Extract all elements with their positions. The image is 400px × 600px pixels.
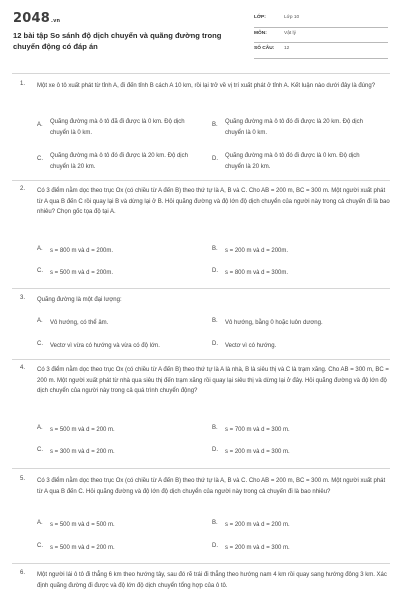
meta-table — [254, 12, 388, 59]
divider — [12, 180, 390, 181]
option-text: s = 300 m và d = 200 m. — [50, 449, 115, 455]
question-text: Có 3 điểm nằm dọc theo trục Ox (có chiều từ A đến B) theo thứ tự là A, B và C. Cho AB = 200 m, BC = 300 m. Một người xuất phát từ A qua B đến C. Hỏi quãng đường và độ lớn độ dịch chuyển của người này trong cả chuyến đi là bao nhiêu? — [37, 478, 386, 495]
option-text: s = 500 m và d = 200m. — [50, 270, 114, 276]
option-letter: B. — [212, 122, 218, 128]
option-text: Quãng đường mà ô tô đó đi được là 20 km. Độ dịch chuyển là 20 km. — [50, 153, 188, 170]
question-text: Có 3 điểm nằm dọc theo trục Ox (có chiều từ A đến B) theo thứ tự là A là nhà, B là siêu thị và C là trạm xăng. Cho AB = 300 m, BC = 200 m. Một người xuất phát từ nhà qua siêu thị đến trạm xăng rồi quay lại siêu thị và dừng lại ở đây. Hỏi quãng đường và độ lớn độ dịch chuyển của người này trong cả quá trình chuyển động? — [37, 367, 389, 395]
option-text: Vô hướng, bằng 0 hoặc luôn dương. — [225, 320, 323, 326]
option-text: Quãng đường mà ô tô đó đi được là 20 km. Độ dịch chuyển là 0 km. — [225, 119, 363, 136]
question-number: 4. — [20, 365, 26, 371]
option-text: s = 200 m và d = 200 m. — [225, 522, 290, 528]
meta-value: Vật lý — [284, 30, 296, 36]
meta-value: 12 — [284, 46, 290, 51]
option-letter: A. — [37, 122, 43, 128]
option-letter: C. — [37, 156, 43, 162]
meta-row-subject — [254, 28, 388, 44]
option-text: s = 800 m và d = 300m. — [225, 270, 289, 276]
option-letter: B. — [212, 520, 218, 526]
option-text: Quãng đường mà ô tô đó đi được là 0 km. Độ dịch chuyển là 20 km. — [225, 153, 360, 170]
option-text: Vô hướng, có thể âm. — [50, 320, 109, 326]
option-letter: B. — [212, 318, 218, 324]
divider — [12, 73, 390, 74]
meta-label: LỚP: — [254, 15, 266, 20]
option-letter: D. — [212, 268, 218, 274]
question-text: Một người lái ô tô đi thẳng 6 km theo hướng tây, sau đó rẽ trái đi thẳng theo hướng nam 4 km rồi quay sang hướng đông 3 km. Xác định quãng đường đi được và độ lớn độ dịch chuyển tổng hợp của ô tô. — [37, 572, 387, 589]
option-letter: D. — [212, 156, 218, 162]
divider — [12, 288, 390, 289]
option-text: s = 700 m và d = 300 m. — [225, 427, 290, 433]
option-letter: D. — [212, 341, 218, 347]
option-letter: A. — [37, 246, 43, 252]
meta-row-class — [254, 12, 388, 28]
option-text: Quãng đường mà ô tô đã đi được là 0 km. Độ dịch chuyển là 0 km. — [50, 119, 185, 136]
option-letter: A. — [37, 425, 43, 431]
option-text: s = 500 m và d = 500 m. — [50, 522, 115, 528]
divider — [12, 359, 390, 360]
option-letter: B. — [212, 425, 218, 431]
question-text: Có 3 điểm nằm dọc theo trục Ox (có chiều từ A đến B) theo thứ tự là A, B và C. Cho AB = 200 m, BC = 300 m. Một người xuất phát từ A qua B đến C rồi quay lại B và dừng lại ở B. Hỏi quãng đường và độ lớn độ dịch chuyển của người này trong cả chuyến đi là bao nhiêu? Chọn gốc tọa độ tại A. — [37, 188, 390, 216]
option-text: s = 500 m và d = 200 m. — [50, 545, 115, 551]
question-number: 1. — [20, 81, 26, 87]
option-letter: C. — [37, 543, 43, 549]
question-text: Quãng đường là một đại lượng: — [37, 297, 122, 303]
site-logo[interactable] — [13, 11, 60, 26]
question-number: 6. — [20, 570, 26, 576]
page-header — [0, 0, 400, 64]
option-letter: C. — [37, 341, 43, 347]
option-letter: A. — [37, 318, 43, 324]
option-letter: D. — [212, 447, 218, 453]
option-text: s = 200 m và d = 300 m. — [225, 545, 290, 551]
question-number: 2. — [20, 186, 26, 192]
option-letter: B. — [212, 246, 218, 252]
question-text: Một xe ô tô xuất phát từ tỉnh A, đi đến tỉnh B cách A 10 km, rồi lại trở về vị trí xuất phát ở tỉnh A. Kết luận nào dưới đây là đúng? — [37, 83, 376, 89]
question-number: 3. — [20, 295, 26, 301]
meta-label: SỐ CÂU: — [254, 46, 275, 51]
option-text: s = 500 m và d = 200 m. — [50, 427, 115, 433]
page-title: 12 bài tập So sánh độ dịch chuyển và quãng đường trong chuyển động có đáp án — [13, 31, 222, 51]
divider — [12, 468, 390, 469]
option-text: s = 800 m và d = 200m. — [50, 248, 114, 254]
option-letter: C. — [37, 447, 43, 453]
divider — [12, 563, 390, 564]
question-number: 5. — [20, 476, 26, 482]
meta-row-count — [254, 43, 388, 59]
meta-label: MÔN: — [254, 30, 267, 36]
option-text: s = 200 m và d = 300 m. — [225, 449, 290, 455]
option-text: Vectơ vì có hướng. — [225, 343, 277, 349]
logo-suffix: .vn — [50, 18, 61, 24]
option-letter: D. — [212, 543, 218, 549]
meta-value: Lớp 10 — [284, 15, 300, 20]
option-letter: A. — [37, 520, 43, 526]
option-letter: C. — [37, 268, 43, 274]
option-text: Vectơ vì vừa có hướng và vừa có độ lớn. — [50, 343, 160, 349]
logo-main: 2048 — [13, 11, 50, 26]
option-text: s = 200 m và d = 200m. — [225, 248, 289, 254]
